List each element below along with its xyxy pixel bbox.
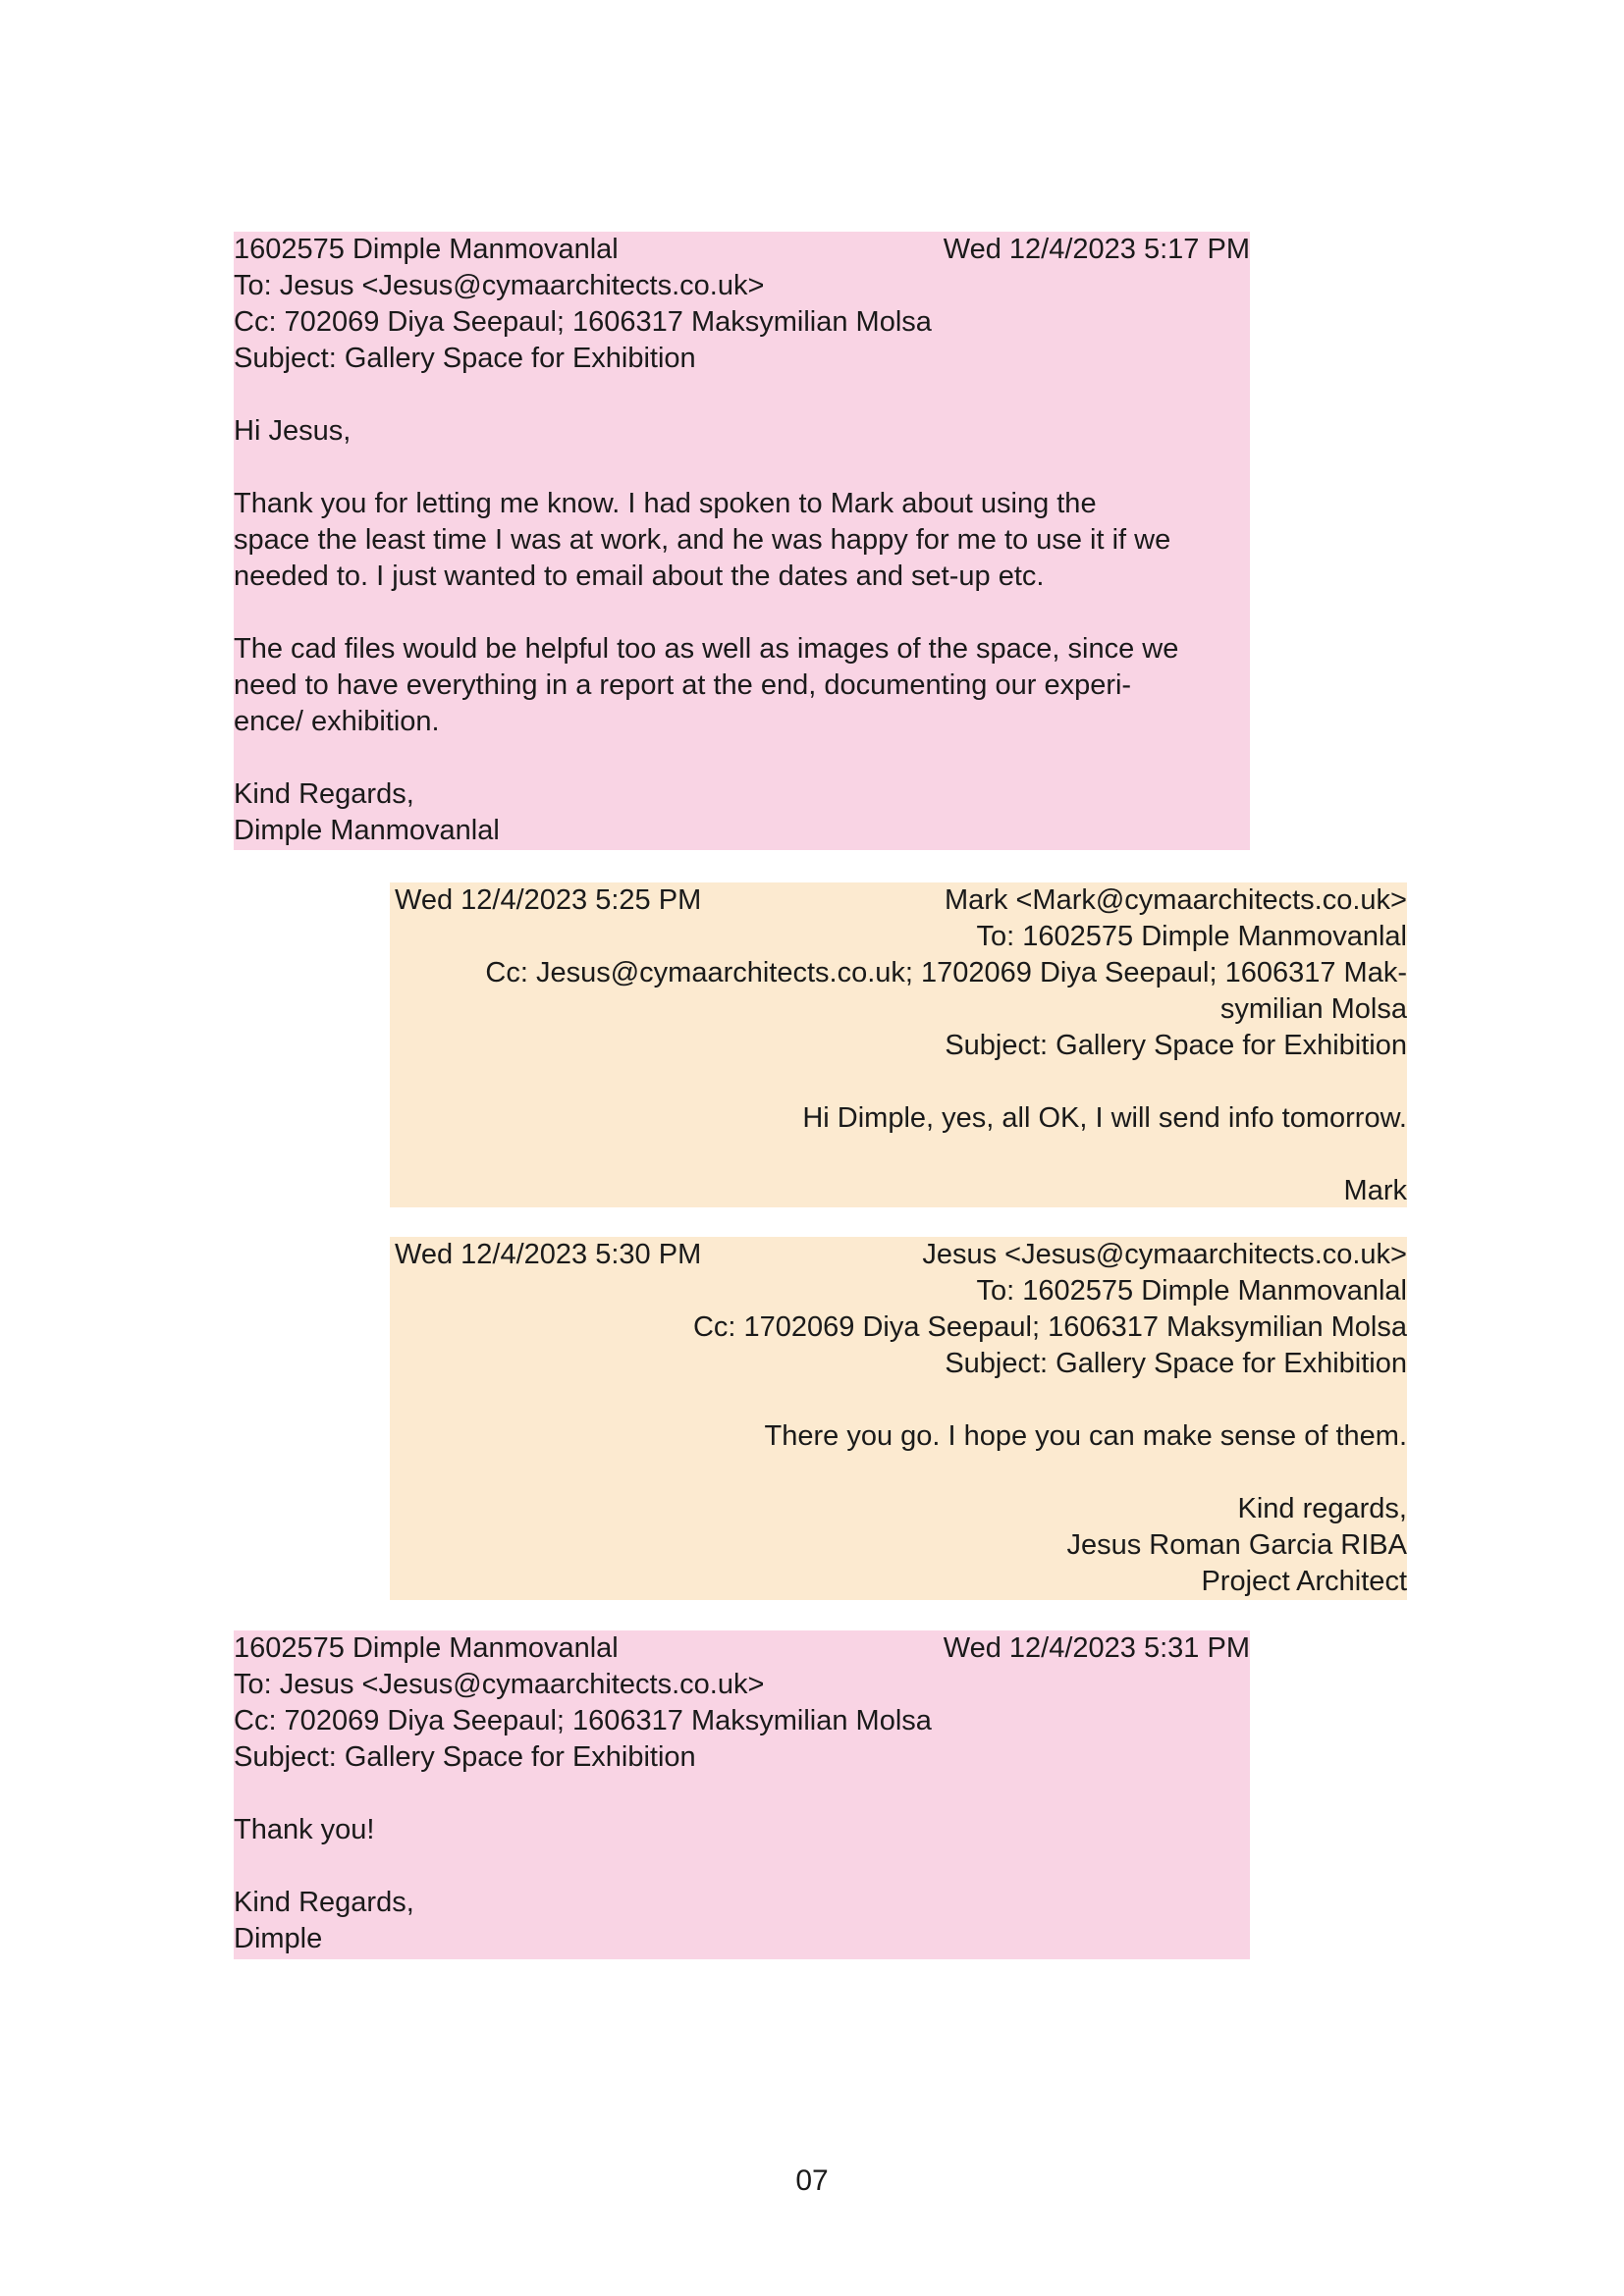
body-paragraph-line: ence/ exhibition. bbox=[234, 706, 440, 737]
to-line: To: 1602575 Dimple Manmovanlal bbox=[976, 1275, 1407, 1307]
cc-line: Cc: 1702069 Diya Seepaul; 1606317 Maksymilian Molsa bbox=[692, 1311, 1407, 1343]
email-message-received-2 bbox=[390, 1237, 1407, 1600]
signoff: Kind regards, bbox=[1237, 1493, 1407, 1524]
signature: Dimple Manmovanlal bbox=[234, 815, 500, 846]
sent-date: Wed 12/4/2023 5:25 PM bbox=[395, 884, 702, 916]
email-header-row bbox=[395, 882, 1407, 919]
to-line: To: Jesus <Jesus@cymaarchitects.co.uk> bbox=[234, 1669, 765, 1700]
sender-name: 1602575 Dimple Manmovanlal bbox=[234, 1632, 619, 1664]
email-header-row bbox=[234, 232, 1250, 268]
body-paragraph-line: need to have everything in a report at the end, documenting our experi- bbox=[234, 669, 1132, 701]
email-message-sent-2 bbox=[234, 1630, 1250, 1959]
signature: Dimple bbox=[234, 1923, 323, 1954]
page-number: 07 bbox=[795, 2164, 829, 2197]
signature-title: Project Architect bbox=[1201, 1566, 1407, 1597]
sent-date: Wed 12/4/2023 5:17 PM bbox=[943, 234, 1250, 265]
signature: Mark bbox=[1343, 1175, 1407, 1206]
signature-name: Jesus Roman Garcia RIBA bbox=[1066, 1529, 1407, 1561]
email-header-row bbox=[395, 1237, 1407, 1273]
body-text: Hi Dimple, yes, all OK, I will send info tomorrow. bbox=[802, 1102, 1407, 1134]
cc-line: Cc: 702069 Diya Seepaul; 1606317 Maksymilian Molsa bbox=[234, 1705, 932, 1736]
subject-line: Subject: Gallery Space for Exhibition bbox=[234, 1741, 696, 1773]
body-text: There you go. I hope you can make sense of them. bbox=[764, 1420, 1407, 1452]
greeting: Hi Jesus, bbox=[234, 415, 352, 447]
cc-line-continued: symilian Molsa bbox=[1219, 993, 1407, 1025]
email-message-sent-1 bbox=[234, 232, 1250, 850]
subject-line: Subject: Gallery Space for Exhibition bbox=[945, 1030, 1407, 1061]
sent-date: Wed 12/4/2023 5:30 PM bbox=[395, 1239, 702, 1270]
signoff: Kind Regards, bbox=[234, 1887, 414, 1918]
signoff: Kind Regards, bbox=[234, 778, 414, 810]
body-paragraph-line: needed to. I just wanted to email about the dates and set-up etc. bbox=[234, 561, 1045, 592]
email-message-received-1 bbox=[390, 882, 1407, 1207]
sent-date: Wed 12/4/2023 5:31 PM bbox=[943, 1632, 1250, 1664]
subject-line: Subject: Gallery Space for Exhibition bbox=[234, 343, 696, 374]
body-paragraph-line: The cad files would be helpful too as well as images of the space, since we bbox=[234, 633, 1179, 665]
sender-name: Mark <Mark@cymaarchitects.co.uk> bbox=[944, 884, 1407, 916]
to-line: To: 1602575 Dimple Manmovanlal bbox=[976, 921, 1407, 952]
body-paragraph-line: Thank you for letting me know. I had spoken to Mark about using the bbox=[234, 488, 1097, 519]
sender-name: 1602575 Dimple Manmovanlal bbox=[234, 234, 619, 265]
cc-line: Cc: 702069 Diya Seepaul; 1606317 Maksymilian Molsa bbox=[234, 306, 932, 338]
sender-name: Jesus <Jesus@cymaarchitects.co.uk> bbox=[922, 1239, 1407, 1270]
subject-line: Subject: Gallery Space for Exhibition bbox=[945, 1348, 1407, 1379]
body-paragraph-line: space the least time I was at work, and he was happy for me to use it if we bbox=[234, 524, 1171, 556]
cc-line: Cc: Jesus@cymaarchitects.co.uk; 1702069 Diya Seepaul; 1606317 Mak- bbox=[485, 957, 1407, 988]
email-header-row bbox=[234, 1630, 1250, 1667]
to-line: To: Jesus <Jesus@cymaarchitects.co.uk> bbox=[234, 270, 765, 301]
body-text: Thank you! bbox=[234, 1814, 375, 1845]
